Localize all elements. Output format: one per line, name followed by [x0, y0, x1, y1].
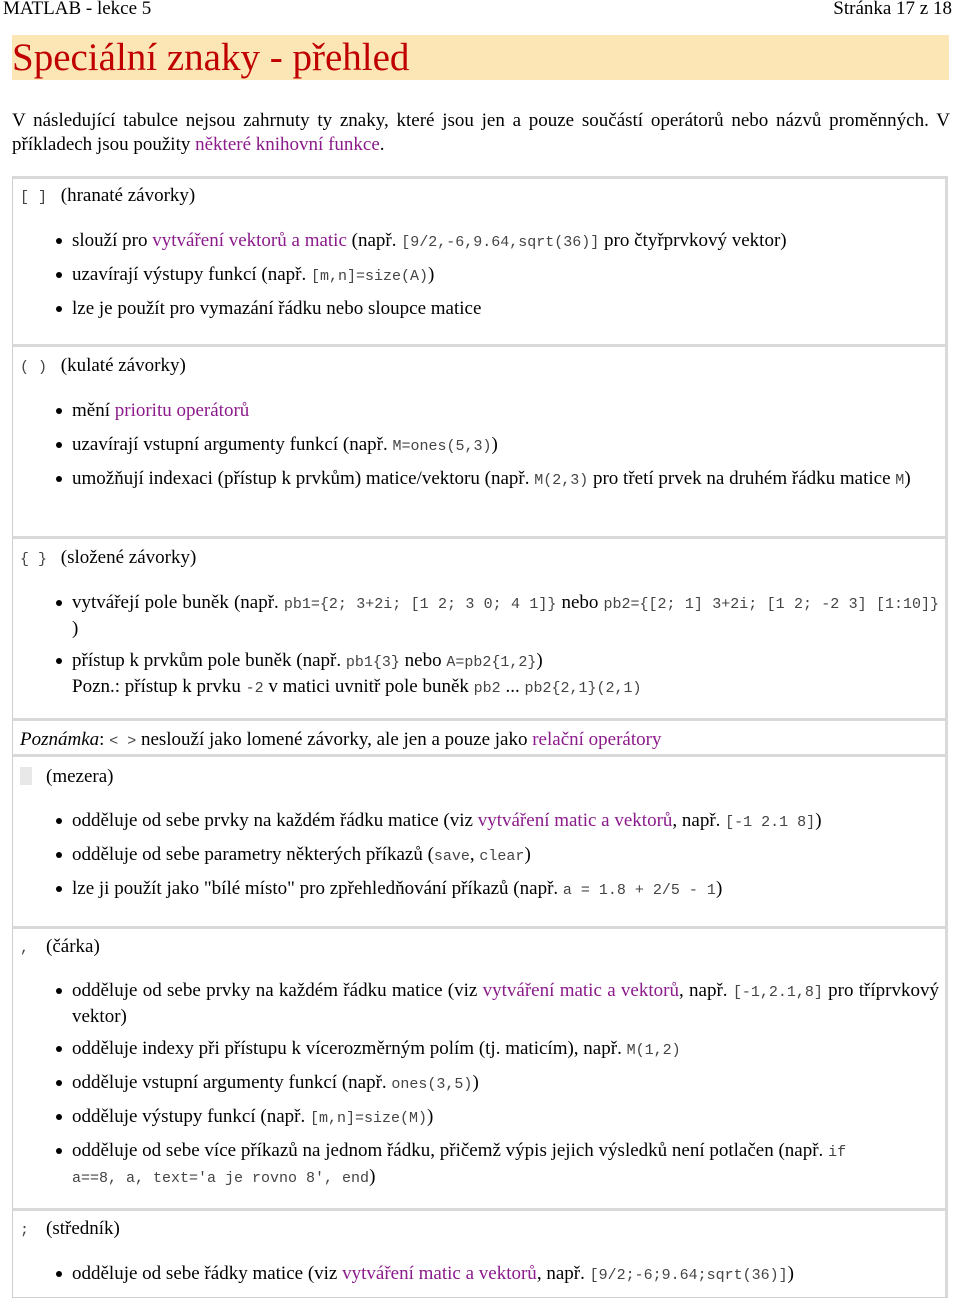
section-comma — [12, 926, 948, 1210]
item-text: pro čtyřprvkový vektor) — [599, 230, 787, 251]
list-item — [72, 467, 939, 493]
code-example: ones(3,5) — [391, 1076, 473, 1093]
list-item — [72, 591, 939, 641]
item-text: ) — [524, 844, 531, 865]
code-example: M=ones(5,3) — [392, 438, 492, 455]
code-example: pb2={[2; 1] 3+2i; [1 2; -2 3] [1:10]} — [603, 596, 940, 613]
list-item — [72, 877, 939, 903]
item-text: , např. — [678, 980, 733, 1001]
item-text: ) — [787, 1263, 794, 1284]
section-name: (složené závorky) — [60, 547, 197, 568]
item-text: přístup k prvkům pole buněk (např. — [72, 650, 346, 671]
item-text: , např. — [536, 1263, 590, 1284]
list-item — [72, 1037, 939, 1063]
matrix-creation-link[interactable]: vytváření matic a vektorů — [482, 980, 679, 1001]
item-text: pro tříprvkový vektor) — [72, 980, 939, 1027]
section-symbol: ( ) — [20, 359, 48, 376]
section-curly-braces — [12, 536, 948, 720]
code-example: save — [433, 848, 470, 865]
note-colon: : — [99, 729, 110, 750]
item-text: mění — [72, 400, 115, 421]
list-item — [72, 1071, 939, 1097]
page-number: Stránka 17 z 18 — [833, 0, 952, 19]
code-example: A=pb2{1,2} — [446, 654, 537, 671]
item-text: umožňují indexaci (přístup k prvkům) matice/vektoru (např. — [72, 468, 535, 489]
code-example: pb1={2; 3+2i; [1 2; 3 0; 4 1]} — [283, 596, 557, 613]
note-text: neslouží jako lomené závorky, ale jen a pouze jako — [136, 729, 533, 750]
code-example: M — [895, 472, 905, 489]
section-semicolon — [12, 1208, 948, 1298]
item-text: ) — [815, 810, 822, 831]
intro-end: . — [379, 134, 385, 155]
matrix-creation-link[interactable]: vytváření matic a vektorů — [342, 1263, 537, 1284]
section-round-brackets — [12, 344, 948, 538]
note-label: Poznámka — [20, 729, 100, 750]
item-text: v matici uvnitř pole buněk — [263, 676, 474, 697]
item-text: Pozn.: přístup k prvku — [72, 676, 246, 697]
code-example: pb2{2,1}(2,1) — [524, 680, 642, 697]
section-symbol: [ ] — [20, 189, 48, 206]
list-item — [72, 1139, 885, 1191]
item-text: nebo — [399, 650, 447, 671]
item-text: ) — [472, 1072, 479, 1093]
matrix-creation-link[interactable]: vytváření vektorů a matic — [152, 230, 347, 251]
item-text: slouží pro — [72, 230, 153, 251]
code-example: [-1,2.1,8] — [732, 984, 823, 1001]
code-example: [m,n]=size(A) — [311, 268, 429, 285]
item-text: ) — [715, 878, 723, 899]
item-text: odděluje od sebe řádky matice (viz — [72, 1263, 343, 1284]
item-text: ... — [500, 676, 525, 697]
list-item — [72, 843, 939, 869]
section-name: (hranaté závorky) — [60, 185, 196, 206]
item-text: vytvářejí pole buněk (např. — [72, 592, 284, 613]
item-text: (např. — [346, 230, 402, 251]
code-example: M(1,2) — [626, 1042, 681, 1059]
code-example: pb2 — [473, 680, 501, 697]
section-symbol: { } — [20, 551, 48, 568]
section-name: (mezera) — [46, 766, 114, 787]
intro-text: V následující tabulce nejsou zahrnuty ty znaky, které jsou jen a pouze součástí operátorů nebo názvů proměnných. V příkladech jsou použity — [12, 110, 950, 155]
library-functions-link[interactable]: některé knihovní funkce — [195, 134, 380, 155]
item-text: pro třetí prvek na druhém řádku matice — [588, 468, 896, 489]
code-example: clear — [479, 848, 525, 865]
item-text: odděluje od sebe více příkazů na jednom řádku, přičemž výpis jejich výsledků není potlačen (např. — [72, 1140, 829, 1161]
item-text: , — [469, 844, 480, 865]
list-item — [72, 1262, 939, 1288]
item-text: ) — [427, 1106, 434, 1127]
list-item — [72, 433, 939, 459]
item-text: ) — [428, 264, 435, 285]
list-item — [72, 399, 939, 423]
operator-priority-link[interactable]: prioritu operátorů — [114, 400, 250, 421]
item-text: ) — [536, 650, 543, 671]
item-text: ) — [72, 618, 79, 639]
item-text: lze ji použít jako "bílé místo" pro zpřehledňování příkazů (např. — [72, 878, 563, 899]
list-item — [72, 229, 939, 255]
list-item — [72, 649, 939, 701]
item-text: ) — [491, 434, 498, 455]
title-banner — [12, 35, 949, 80]
list-item — [72, 979, 939, 1029]
code-example: -2 — [245, 680, 264, 697]
code-example: [9/2;-6;9.64;sqrt(36)] — [589, 1267, 788, 1284]
item-text: odděluje od sebe prvky na každém řádku matice (viz — [72, 810, 478, 831]
section-name: (středník) — [46, 1218, 120, 1239]
page-header-doc-title: MATLAB - lekce 5 — [3, 0, 152, 19]
code-example: < > — [109, 733, 137, 750]
intro-paragraph — [12, 109, 950, 157]
item-text: odděluje od sebe prvky na každém řádku matice (viz — [72, 980, 483, 1001]
section-name: (kulaté závorky) — [60, 355, 186, 376]
relational-operators-link[interactable]: relační operátory — [532, 729, 662, 750]
item-text: odděluje vstupní argumenty funkcí (např. — [72, 1072, 392, 1093]
section-symbol: ; — [20, 1222, 30, 1239]
item-text: odděluje od sebe parametry některých příkazů ( — [72, 844, 434, 865]
code-example: [-1 2.1 8] — [725, 814, 816, 831]
code-example: if a==8, a, text='a je rovno 8', end — [72, 1144, 847, 1187]
list-item: lze je použít pro vymazání řádku nebo sloupce matice — [72, 297, 939, 321]
section-name: (čárka) — [46, 936, 100, 957]
section-symbol: , — [20, 940, 30, 957]
item-text: nebo — [556, 592, 604, 613]
section-space — [12, 754, 948, 928]
item-text: uzavírají vstupní argumenty funkcí (např. — [72, 434, 393, 455]
item-text: ) — [369, 1166, 376, 1187]
list-item — [72, 809, 939, 835]
item-text: uzavírají výstupy funkcí (např. — [72, 264, 312, 285]
page-title: Speciální znaky - přehled — [12, 36, 410, 79]
note-angle-brackets — [12, 718, 948, 755]
code-example: a = 1.8 + 2/5 - 1 — [562, 882, 716, 899]
item-text: , např. — [672, 810, 726, 831]
item-text: odděluje indexy při přístupu k vícerozměrným polím (tj. maticím), např. — [72, 1038, 627, 1059]
list-item — [72, 263, 939, 289]
item-text: odděluje výstupy funkcí (např. — [72, 1106, 310, 1127]
item-text: ) — [904, 468, 911, 489]
code-example: [m,n]=size(M) — [309, 1110, 428, 1127]
matrix-creation-link[interactable]: vytváření matic a vektorů — [477, 810, 673, 831]
code-example: M(2,3) — [534, 472, 589, 489]
list-item — [72, 1105, 939, 1131]
code-example: [9/2,-6,9.64,sqrt(36)] — [401, 234, 600, 251]
space-symbol — [20, 767, 32, 785]
section-square-brackets — [12, 176, 948, 346]
code-example: pb1{3} — [345, 654, 400, 671]
